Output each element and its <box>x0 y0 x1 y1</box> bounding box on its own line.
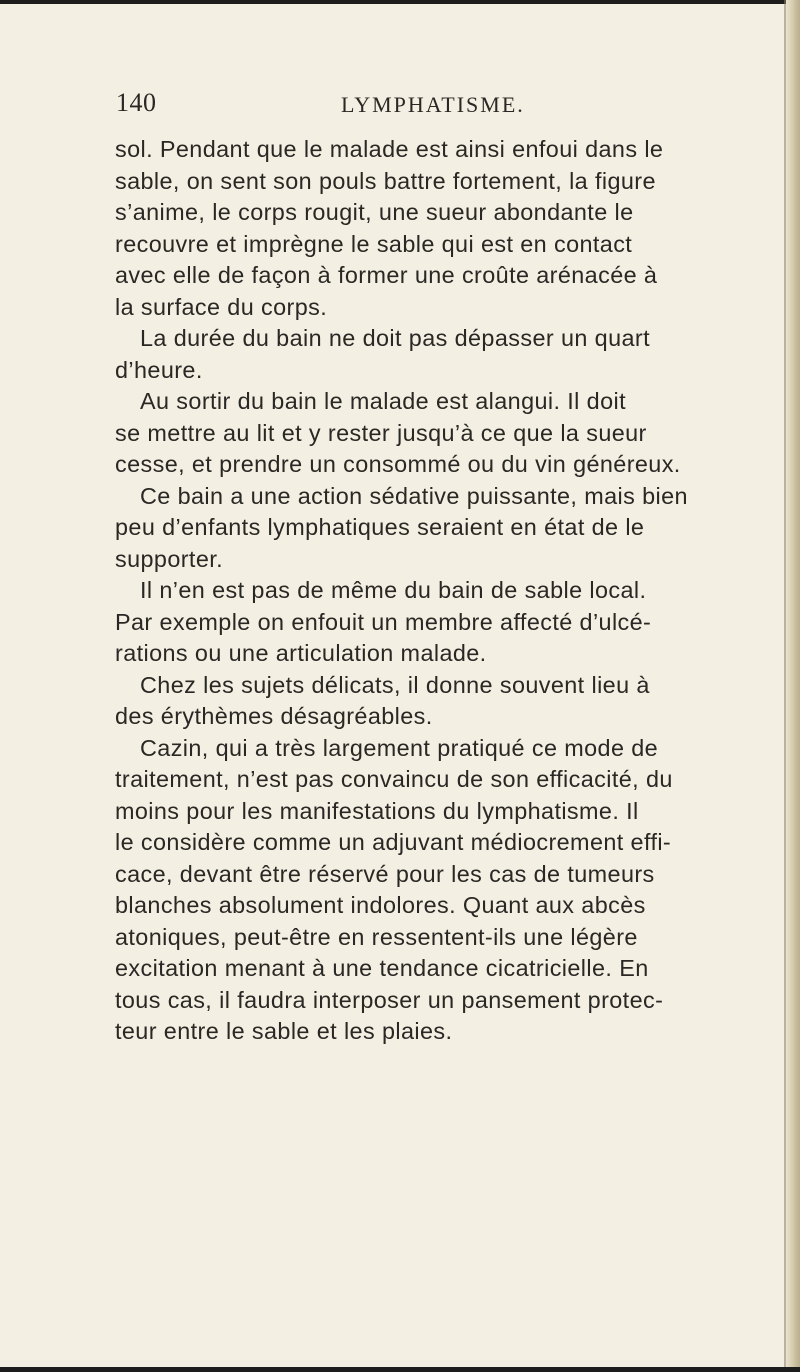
text-line: d’heure. <box>115 356 203 383</box>
text-line: Au sortir du bain le malade est alangui. Il doit <box>140 388 626 414</box>
text-line: le considère comme un adjuvant médiocrement effi- <box>115 829 672 855</box>
text-line: La durée du bain ne doit pas dépasser un quart <box>140 325 650 351</box>
running-title: LYMPHATISME. <box>341 92 525 117</box>
text-line: Cazin, qui a très largement pratiqué ce mode de <box>140 734 659 761</box>
text-line: atoniques, peut-être en ressentent-ils une légère <box>115 923 638 950</box>
running-header <box>0 88 800 124</box>
text-line: recouvre et imprègne le sable qui est en contact <box>115 230 633 257</box>
page-right-edge <box>786 0 800 1372</box>
text-line: cace, devant être réservé pour les cas de tumeurs <box>115 860 655 887</box>
text-line: avec elle de façon à former une croûte arénacée à <box>115 262 658 288</box>
text-line: sol. Pendant que le malade est ainsi enfoui dans le <box>115 136 664 162</box>
body-text <box>115 134 765 1048</box>
text-line: se mettre au lit et y rester jusqu’à ce que la sueur <box>115 419 647 446</box>
text-line: peu d’enfants lymphatiques seraient en état de le <box>115 514 645 540</box>
text-line: cesse, et prendre un consommé ou du vin généreux. <box>115 451 681 477</box>
text-line: Il n’en est pas de même du bain de sable local. <box>140 577 647 603</box>
text-line: Ce bain a une action sédative puissante, mais bien <box>140 482 688 509</box>
text-line: Par exemple on enfouit un membre affecté d’ulcé- <box>115 608 652 635</box>
text-line: rations ou une articulation malade. <box>115 640 487 666</box>
text-line: la surface du corps. <box>115 293 328 320</box>
text-line: teur entre le sable et les plaies. <box>115 1018 453 1044</box>
text-line: moins pour les manifestations du lymphatisme. Il <box>115 797 639 824</box>
page-top-edge <box>0 0 800 4</box>
text-line: s’anime, le corps rougit, une sueur abondante le <box>115 199 634 225</box>
text-line: des érythèmes désagréables. <box>115 703 433 729</box>
text-line: blanches absolument indolores. Quant aux abcès <box>115 892 646 918</box>
text-line: traitement, n’est pas convaincu de son efficacité, du <box>115 766 673 792</box>
page-number: 140 <box>116 88 157 117</box>
text-line: tous cas, il faudra interposer un pansement protec- <box>115 986 664 1013</box>
text-line: excitation menant à une tendance cicatricielle. En <box>115 955 649 981</box>
text-line: Chez les sujets délicats, il donne souvent lieu à <box>140 671 650 698</box>
text-line: supporter. <box>115 545 224 572</box>
page-bottom-edge <box>0 1367 800 1372</box>
text-line: sable, on sent son pouls battre fortement, la figure <box>115 167 656 194</box>
